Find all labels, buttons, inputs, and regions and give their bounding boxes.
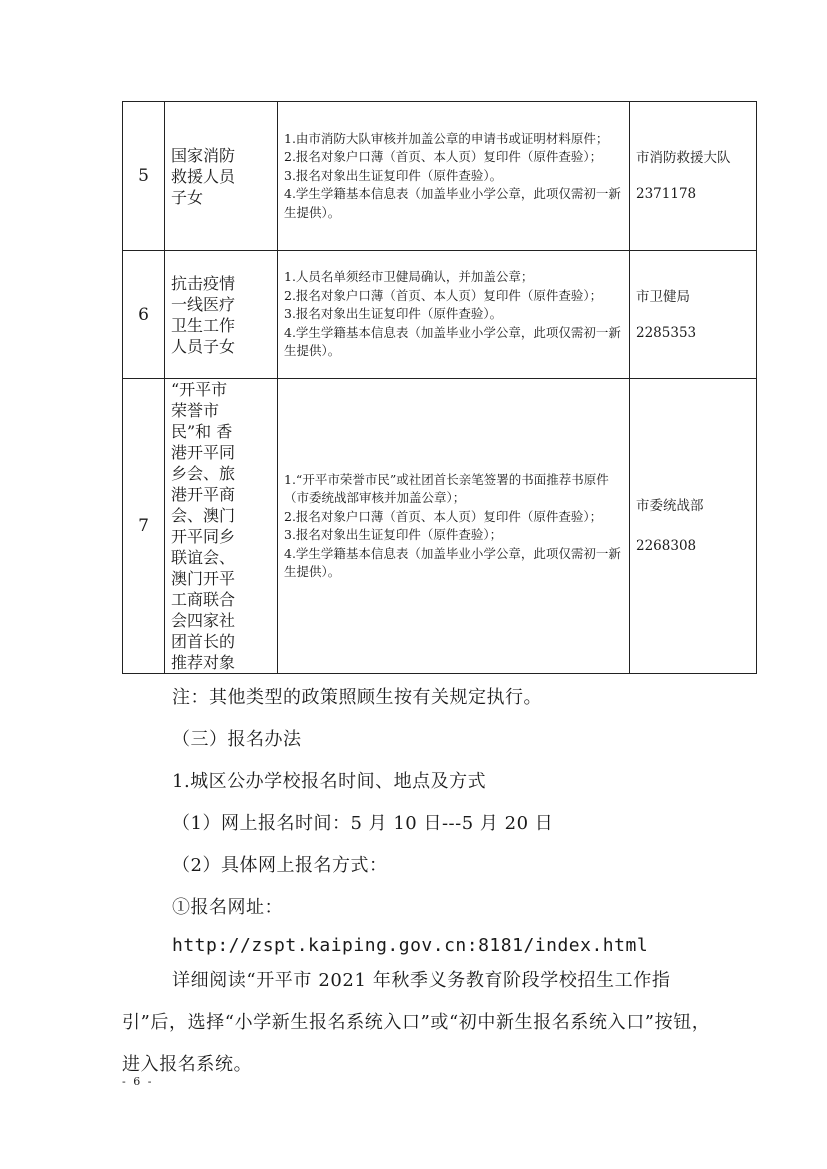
requirements-cell <box>278 251 630 379</box>
requirement-item: 3.报名对象出生证复印件（原件查验）。 <box>284 306 503 322</box>
table-row <box>123 251 757 379</box>
paragraph-text: 详细阅读“开平市 2021 年秋季义务教育阶段学校招生工作指引”后，选择“小学新生报名系统入口”或“初中新生报名系统入口”按钮，进入报名系统。 <box>122 970 711 1075</box>
requirements-cell <box>278 379 630 674</box>
category-cell: “开平市 荣誉市 民”和 香 港开平同 乡会、旅 港开平商 会、澳门 开平同乡 联谊会、 澳门开平 工商联合 会四家社 团首长的 推荐对象 <box>165 379 278 674</box>
registration-time: （1）网上报名时间：5 月 10 日---5 月 20 日 <box>172 813 554 834</box>
category-cell: 国家消防 救援人员 子女 <box>165 102 278 251</box>
department-name: 市委统战部 <box>636 498 704 514</box>
row-number: 5 <box>123 102 165 251</box>
row-number: 7 <box>123 379 165 674</box>
category-cell: 抗击疫情 一线医疗 卫生工作 人员子女 <box>165 251 278 379</box>
department-phone: 2285353 <box>636 324 697 341</box>
row-number: 6 <box>123 251 165 379</box>
table-row <box>123 102 757 251</box>
department-name: 市卫健局 <box>636 288 690 305</box>
department-cell <box>630 379 757 674</box>
requirement-item: 1.由市消防大队审核并加盖公章的申请书或证明材料原件； <box>284 130 609 146</box>
requirement-item: 4.学生学籍基本信息表（加盖毕业小学公章，此项仅需初一新生提供）。 <box>284 186 621 220</box>
policy-table <box>122 101 757 674</box>
section-heading: （三）报名办法 <box>172 729 302 750</box>
department-name: 市消防救援大队 <box>636 150 731 166</box>
requirement-item: 4.学生学籍基本信息表（加盖毕业小学公章，此项仅需初一新生提供）。 <box>284 324 621 359</box>
website-label: ①报名网址： <box>172 897 283 918</box>
department-phone: 2268308 <box>636 538 697 554</box>
requirement-item: 2.报名对象户口薄（首页、本人页）复印件（原件查验）； <box>284 508 603 524</box>
instruction-paragraph <box>122 960 716 1086</box>
registration-method-heading: （2）具体网上报名方式： <box>172 855 388 876</box>
requirement-item: 4.学生学籍基本信息表（加盖毕业小学公章，此项仅需初一新生提供）。 <box>284 545 621 579</box>
requirement-item: 2.报名对象户口薄（首页、本人页）复印件（原件查验）； <box>284 149 603 165</box>
requirement-item: 1.“开平市荣誉市民”或社团首长亲笔签署的书面推荐书原件（市委统战部审核并加盖公章）； <box>284 471 609 505</box>
requirement-item: 3.报名对象出生证复印件（原件查验）。 <box>284 167 503 183</box>
department-cell <box>630 251 757 379</box>
department-cell <box>630 102 757 251</box>
requirement-item: 3.报名对象出生证复印件（原件查验）； <box>284 527 503 542</box>
requirement-item: 2.报名对象户口薄（首页、本人页）复印件（原件查验）； <box>284 287 603 303</box>
department-phone: 2371178 <box>636 186 697 202</box>
registration-url-link[interactable]: http://zspt.kaiping.gov.cn:8181/index.html <box>172 935 649 956</box>
note-text: 注：其他类型的政策照顾生按有关规定执行。 <box>172 687 542 708</box>
requirements-cell <box>278 102 630 251</box>
table-row <box>123 379 757 674</box>
item-heading: 1.城区公办学校报名时间、地点及方式 <box>172 771 487 792</box>
page-number: - 6 - <box>122 1075 154 1088</box>
requirement-item: 1.人员名单须经市卫健局确认，并加盖公章； <box>284 269 534 285</box>
